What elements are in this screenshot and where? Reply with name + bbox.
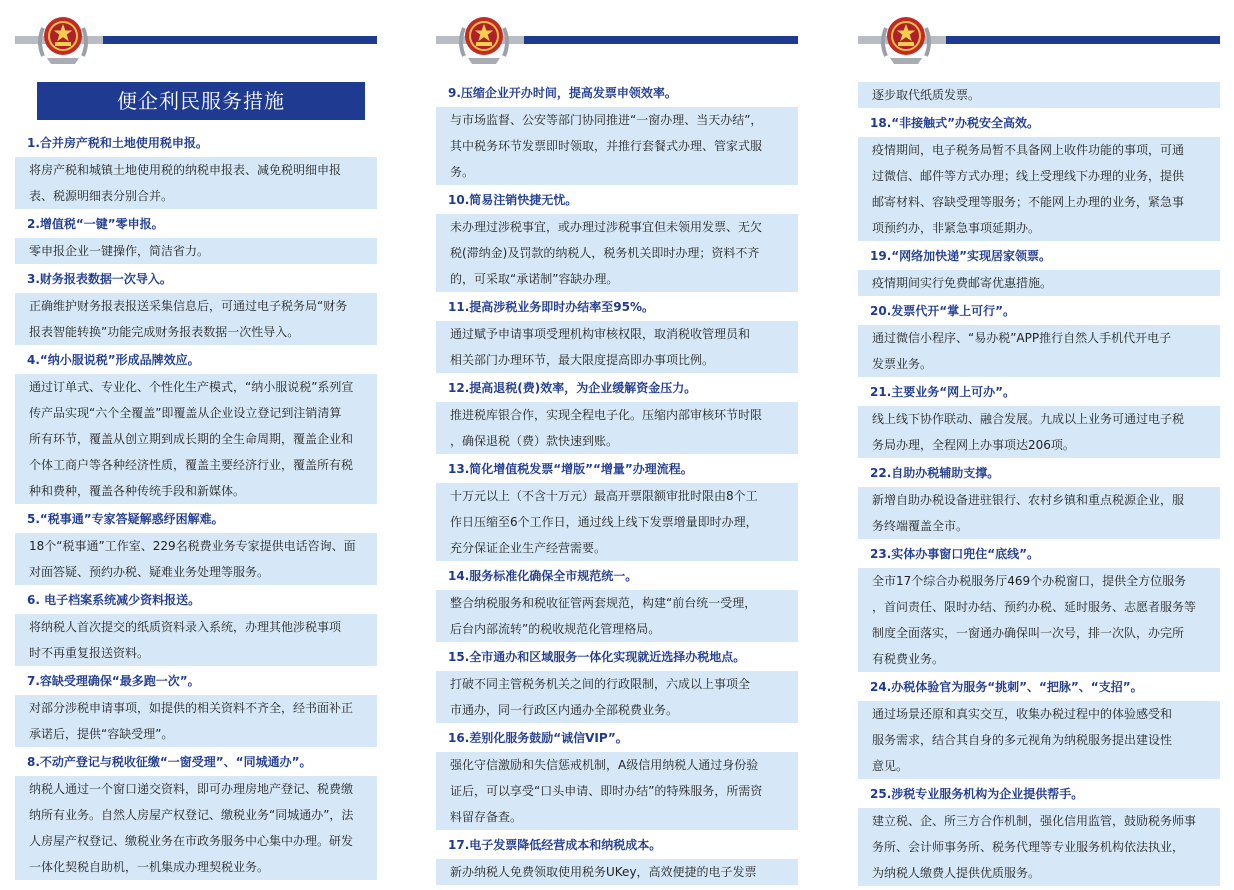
item-line: 打破不同主管税务机关之间的行政限制，六成以上事项全 <box>450 677 751 691</box>
measure-item <box>15 587 377 666</box>
item-line: 将房产税和城镇土地使用税的纳税申报表、减免税明细申报 <box>29 163 342 177</box>
item-line: 意见。 <box>872 759 909 773</box>
item-line: 零申报企业一键操作，简洁省力。 <box>29 244 210 258</box>
measure-item <box>858 110 1220 241</box>
item-line: 全市17个综合办税服务厅469个办税窗口，提供全方位服务 <box>872 574 1187 588</box>
item-body <box>15 374 377 504</box>
item-heading: 19.“网络加快递”实现居家领票。 <box>870 249 1052 263</box>
item-line: 将纳税人首次提交的纸质资料录入系统，办理其他涉税事项 <box>29 620 342 634</box>
item-body <box>858 808 1220 886</box>
measure-item <box>858 243 1220 296</box>
item-heading: 13.简化增值税发票“增版”“增量”办理流程。 <box>448 462 693 476</box>
item-body <box>15 776 377 880</box>
item-line: 相关部门办理环节，最大限度提高即办事项比例。 <box>450 353 715 367</box>
measure-item <box>436 456 798 561</box>
item-line: 报表智能转换”功能完成财务报表数据一次性导入。 <box>29 325 300 339</box>
item-body <box>436 402 798 454</box>
item-line: 建立税、企、所三方合作机制，强化信用监管，鼓励税务师事 <box>872 814 1197 828</box>
measure-item-continued <box>858 82 1220 108</box>
column-content <box>15 82 377 882</box>
item-line: 过微信、邮件等方式办理；线上受理线下办理的业务，提供 <box>872 169 1185 183</box>
item-line: 邮寄材料、容缺受理等服务；不能网上办理的业务，紧急事 <box>872 195 1185 209</box>
item-line: 通过场景还原和真实交互，收集办税过程中的体验感受和 <box>872 707 1173 721</box>
measure-item <box>436 375 798 454</box>
column-content <box>858 82 1220 888</box>
item-body <box>436 859 798 885</box>
item-line: 逐步取代纸质发票。 <box>872 88 981 102</box>
measure-item <box>858 541 1220 672</box>
measure-item <box>436 832 798 885</box>
measure-item <box>15 749 377 880</box>
item-body <box>858 568 1220 672</box>
item-body <box>436 483 798 561</box>
item-line: 纳税人通过一个窗口递交资料，即可办理房地产登记、税费缴 <box>29 782 354 796</box>
item-heading: 3.财务报表数据一次导入。 <box>27 272 172 286</box>
item-heading: 15.全市通办和区域服务一体化实现就近选择办税地点。 <box>448 650 746 664</box>
measure-item <box>436 563 798 642</box>
item-heading: 8.不动产登记与税收征缴“一窗受理”、“同城通办”。 <box>27 755 312 769</box>
item-heading: 25.涉税专业服务机构为企业提供帮手。 <box>870 787 1084 801</box>
item-line: 一体化契税自助机，一机集成办理契税业务。 <box>29 860 270 874</box>
item-line: 疫情期间实行免费邮寄优惠措施。 <box>872 276 1053 290</box>
measure-item <box>436 725 798 830</box>
item-line: 传产品实现“六个全覆盖”即覆盖从企业设立登记到注销清算 <box>29 406 342 420</box>
measure-item <box>436 187 798 292</box>
item-body <box>15 614 377 666</box>
measure-item <box>15 668 377 747</box>
column-2 <box>436 0 798 890</box>
item-heading: 22.自助办税辅助支撑。 <box>870 466 1000 480</box>
item-heading: 20.发票代开“掌上可行”。 <box>870 304 1016 318</box>
item-line: 的，可采取“承诺制”容缺办理。 <box>450 272 619 286</box>
national-emblem-icon <box>35 12 91 66</box>
item-line: 疫情期间，电子税务局暂不具备网上收件功能的事项，可通 <box>872 143 1185 157</box>
item-heading: 23.实体办事窗口兜住“底线”。 <box>870 547 1040 561</box>
item-line: 项预约办，非紧急事项延期办。 <box>872 221 1041 235</box>
item-heading: 12.提高退税(费)效率，为企业缓解资金压力。 <box>448 381 697 395</box>
item-line: 种和费种，覆盖各种传统手段和新媒体。 <box>29 484 246 498</box>
item-line: 强化守信激励和失信惩戒机制，A级信用纳税人通过身份验 <box>450 758 759 772</box>
item-body <box>15 293 377 345</box>
item-line: 后台内部流转”的税收规范化管理格局。 <box>450 622 661 636</box>
item-line: 正确维护财务报表报送采集信息后，可通过电子税务局“财务 <box>29 299 348 313</box>
item-body <box>436 107 798 185</box>
item-line: 通过赋予申请事项受理机构审核权限，取消税收管理员和 <box>450 327 751 341</box>
measure-item <box>15 130 377 209</box>
item-line: ，确保退税（费）款快速到账。 <box>450 434 619 448</box>
column-1 <box>15 0 377 890</box>
measure-item <box>858 674 1220 779</box>
item-line: 对部分涉税申请事项，如提供的相关资料不齐全，经书面补正 <box>29 701 354 715</box>
item-line: 证后，可以享受“口头申请、即时办结”的特殊服务，所需资 <box>450 784 763 798</box>
measure-item <box>436 80 798 185</box>
item-line: 整合纳税服务和税收征管两套规范，构建“前台统一受理， <box>450 596 757 610</box>
item-line: 发票业务。 <box>872 357 933 371</box>
national-emblem-icon <box>878 12 934 66</box>
item-heading: 10.简易注销快捷无忧。 <box>448 193 578 207</box>
item-heading: 21.主要业务“网上可办”。 <box>870 385 1016 399</box>
measure-item <box>15 211 377 264</box>
item-body <box>858 270 1220 296</box>
item-body <box>15 695 377 747</box>
item-heading: 1.合并房产税和土地使用税申报。 <box>27 136 208 150</box>
item-heading: 24.办税体验官为服务“挑刺”、“把脉”、“支招”。 <box>870 680 1143 694</box>
measure-item <box>858 379 1220 458</box>
item-line: 个体工商户等各种经济性质，覆盖主要经济行业，覆盖所有税 <box>29 458 354 472</box>
item-line: 务所、会计师事务所、税务代理等专业服务机构依法执业， <box>872 840 1185 854</box>
item-line: 税(滞纳金)及罚款的纳税人，税务机关即时办理；资料不齐 <box>450 246 760 260</box>
item-line: 通过订单式、专业化、个性化生产模式，“纳小服说税”系列宣 <box>29 380 354 394</box>
item-body <box>858 325 1220 377</box>
item-line: 人房屋产权登记、缴税业务在市政务服务中心集中办理。研发 <box>29 834 354 848</box>
item-line: 对面答疑、预约办税、疑难业务处理等服务。 <box>29 565 270 579</box>
item-line: 其中税务环节发票即时领取，并推行套餐式办理、管家式服 <box>450 139 763 153</box>
item-line: 新增自助办税设备进驻银行、农村乡镇和重点税源企业，服 <box>872 493 1185 507</box>
item-line: 务终端覆盖全市。 <box>872 519 969 533</box>
measure-item <box>15 506 377 585</box>
item-line: 充分保证企业生产经营需要。 <box>450 541 607 555</box>
item-heading: 4.“纳小服说税”形成品牌效应。 <box>27 353 200 367</box>
item-line: 新办纳税人免费领取使用税务UKey，高效便捷的电子发票 <box>450 865 757 879</box>
item-line: 服务需求，结合其自身的多元视角为纳税服务提出建设性 <box>872 733 1173 747</box>
item-body <box>858 487 1220 539</box>
item-heading: 14.服务标准化确保全市规范统一。 <box>448 569 638 583</box>
item-line: ，首问责任、限时办结、预约办税、延时服务、志愿者服务等 <box>872 600 1197 614</box>
item-line: 所有环节，覆盖从创立期到成长期的全生命周期，覆盖企业和 <box>29 432 354 446</box>
item-line: 未办理过涉税事宜，或办理过涉税事宜但未领用发票、无欠 <box>450 220 763 234</box>
measure-item <box>858 781 1220 886</box>
item-body <box>436 214 798 292</box>
item-heading: 9.压缩企业开办时间，提高发票申领效率。 <box>448 86 677 100</box>
item-line: 务局办理，全程网上办事项达206项。 <box>872 438 1075 452</box>
measure-item <box>858 298 1220 377</box>
item-line: 18个“税事通”工作室、229名税费业务专家提供电话咨询、面 <box>29 539 356 553</box>
item-body <box>15 157 377 209</box>
measure-item <box>436 294 798 373</box>
measure-item <box>858 460 1220 539</box>
item-body <box>858 406 1220 458</box>
national-emblem-icon <box>456 12 512 66</box>
item-line: 为纳税人缴费人提供优质服务。 <box>872 866 1041 880</box>
item-body <box>858 701 1220 779</box>
item-heading: 5.“税事通”专家答疑解惑纾困解难。 <box>27 512 224 526</box>
item-body <box>436 590 798 642</box>
item-body <box>15 533 377 585</box>
item-line: 制度全面落实，一窗通办确保叫一次号，排一次队，办完所 <box>872 626 1185 640</box>
item-heading: 18.“非接触式”办税安全高效。 <box>870 116 1040 130</box>
measure-item <box>436 644 798 723</box>
column-3 <box>858 0 1220 890</box>
item-line: 线上线下协作联动、融合发展。九成以上业务可通过电子税 <box>872 412 1185 426</box>
item-heading: 7.容缺受理确保“最多跑一次”。 <box>27 674 200 688</box>
item-line: 有税费业务。 <box>872 652 945 666</box>
item-line: 通过微信小程序、“易办税”APP推行自然人手机代开电子 <box>872 331 1172 345</box>
item-heading: 17.电子发票降低经营成本和纳税成本。 <box>448 838 662 852</box>
item-heading: 2.增值税“一键”零申报。 <box>27 217 164 231</box>
item-body <box>15 238 377 264</box>
item-body <box>858 82 1220 108</box>
item-heading: 11.提高涉税业务即时办结率至95%。 <box>448 300 654 314</box>
item-heading: 16.差别化服务鼓励“诚信VIP”。 <box>448 731 628 745</box>
item-line: 十万元以上（不含十万元）最高开票限额审批时限由8个工 <box>450 489 758 503</box>
item-body <box>436 671 798 723</box>
item-line: 时不再重复报送资料。 <box>29 646 150 660</box>
item-body <box>436 321 798 373</box>
item-line: 表、税源明细表分别合并。 <box>29 189 174 203</box>
item-line: 与市场监督、公安等部门协同推进“一窗办理、当天办结”， <box>450 113 763 127</box>
item-heading: 6. 电子档案系统减少资料报送。 <box>27 593 201 607</box>
item-line: 市通办，同一行政区内通办全部税费业务。 <box>450 703 679 717</box>
measure-item <box>15 347 377 504</box>
item-line: 推进税库银合作，实现全程电子化。压缩内部审核环节时限 <box>450 408 763 422</box>
column-content <box>436 80 798 887</box>
item-body <box>858 137 1220 241</box>
measure-item <box>15 266 377 345</box>
item-line: 纳所有业务。自然人房屋产权登记、缴税业务“同城通办”，法 <box>29 808 354 822</box>
item-line: 作日压缩至6个工作日，通过线上线下发票增量即时办理， <box>450 515 758 529</box>
item-line: 务。 <box>450 165 475 179</box>
item-body <box>436 752 798 830</box>
page-title: 便企利民服务措施 <box>37 82 365 120</box>
item-line: 承诺后，提供“容缺受理”。 <box>29 727 174 741</box>
item-line: 料留存备查。 <box>450 810 523 824</box>
